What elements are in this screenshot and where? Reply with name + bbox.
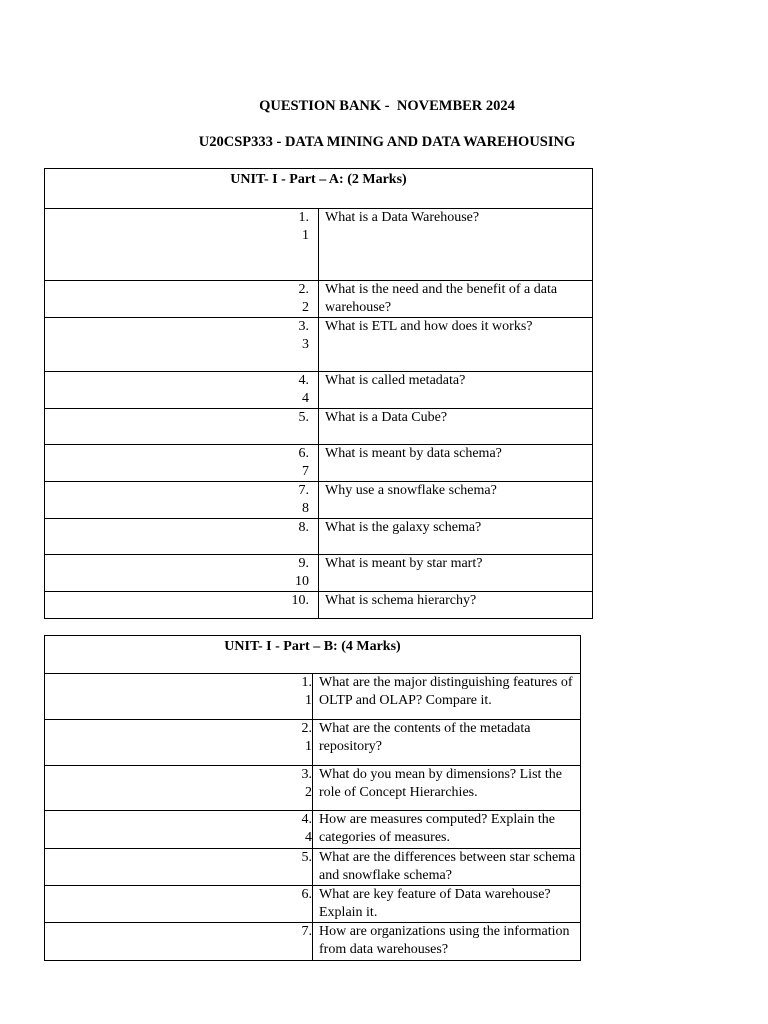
question-number: 5.: [45, 849, 313, 886]
question-text: How are measures computed? Explain the categories of measures.: [313, 811, 581, 849]
table-row: [45, 519, 593, 555]
question-text: What is meant by star mart?: [319, 555, 593, 592]
table-row: [45, 482, 593, 519]
question-number: 6.: [45, 886, 313, 923]
question-number: 8.: [45, 519, 319, 555]
question-number: 10.: [45, 592, 319, 619]
question-text: What is the galaxy schema?: [319, 519, 593, 555]
table-row: [45, 318, 593, 372]
table-row: [45, 409, 593, 445]
question-text: What is ETL and how does it works?: [319, 318, 593, 372]
part-a-heading: UNIT- I - Part – A: (2 Marks): [45, 169, 593, 209]
table-row: [45, 766, 581, 811]
question-number: 4. 4: [45, 811, 313, 849]
table-row: [45, 674, 581, 720]
question-number: 2. 1: [45, 720, 313, 766]
question-text: How are organizations using the information from data warehouses?: [313, 923, 581, 961]
question-number: 9. 10: [45, 555, 319, 592]
question-text: What is called metadata?: [319, 372, 593, 409]
question-number: 4. 4: [45, 372, 319, 409]
table-row: [45, 281, 593, 318]
question-number: 6. 7: [45, 445, 319, 482]
question-text: What do you mean by dimensions? List the role of Concept Hierarchies.: [313, 766, 581, 811]
question-number: 7. 8: [45, 482, 319, 519]
table-row: [45, 555, 593, 592]
question-number: 3. 2: [45, 766, 313, 811]
question-number: 7.: [45, 923, 313, 961]
part-b-heading: UNIT- I - Part – B: (4 Marks): [45, 636, 581, 674]
question-text: What is meant by data schema?: [319, 445, 593, 482]
table-row: [45, 209, 593, 281]
question-number: 1. 1: [45, 674, 313, 720]
question-text: What are the contents of the metadata repository?: [313, 720, 581, 766]
question-text: What are the major distinguishing features of OLTP and OLAP? Compare it.: [313, 674, 581, 720]
table-row: [45, 923, 581, 961]
table-row: [45, 886, 581, 923]
course-title: U20CSP333 - DATA MINING AND DATA WAREHOUSING: [198, 134, 576, 150]
question-number: 2. 2: [45, 281, 319, 318]
question-text: What is schema hierarchy?: [319, 592, 593, 619]
part-b-table: [44, 635, 581, 961]
question-number: 5.: [45, 409, 319, 445]
part-a-table: [44, 168, 593, 619]
question-text: Why use a snowflake schema?: [319, 482, 593, 519]
question-text: What are the differences between star schema and snowflake schema?: [313, 849, 581, 886]
question-text: What is a Data Warehouse?: [319, 209, 593, 281]
question-text: What are key feature of Data warehouse? Explain it.: [313, 886, 581, 923]
table-row: [45, 445, 593, 482]
question-text: What is a Data Cube?: [319, 409, 593, 445]
table-row: [45, 849, 581, 886]
question-number: 3. 3: [45, 318, 319, 372]
table-row: [45, 592, 593, 619]
document-title: QUESTION BANK - NOVEMBER 2024: [259, 98, 515, 114]
table-row: [45, 372, 593, 409]
question-number: 1. 1: [45, 209, 319, 281]
question-text: What is the need and the benefit of a data warehouse?: [319, 281, 593, 318]
table-row: [45, 720, 581, 766]
table-row: [45, 811, 581, 849]
